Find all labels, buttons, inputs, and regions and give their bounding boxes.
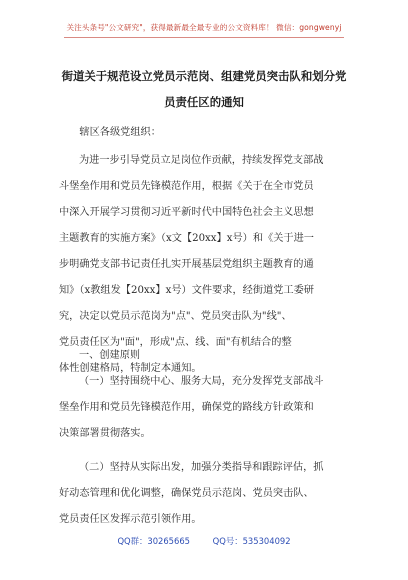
- paragraph-line: 斗堡垒作用和党员先锋模范作用，根据《关于在全市党员: [59, 181, 314, 192]
- paragraph-line: 究，决定以党员示范岗为"点"、党员突击队为"线"、: [59, 311, 292, 322]
- paragraph-line: 主题教育的实施方案》（x文【20xx】x号）和《关于进一: [59, 233, 314, 244]
- footer-qq-group: QQ群：30265665: [117, 536, 190, 546]
- section-heading: 一、创建原则: [79, 350, 141, 361]
- principle-one: [59, 369, 349, 447]
- header-divider: [64, 37, 344, 38]
- paragraph-line: 知》（x教组发【20xx】x号）文件要求，经街道党工委研: [59, 285, 314, 296]
- paragraph-line: （一）坚持围绕中心、服务大局，充分发挥党支部战斗: [79, 376, 324, 387]
- paragraph-line: 好动态管理和优化调整，确保党员示范岗、党员突击队、: [59, 488, 314, 499]
- title-line-2: 员责任区的通知: [164, 95, 244, 109]
- paragraph-line: 中深入开展学习贯彻习近平新时代中国特色社会主义思想: [59, 207, 314, 218]
- paragraph-line: 为进一步引导党员立足岗位作贡献，持续发挥党支部战: [79, 155, 324, 166]
- paragraph-line: 决策部署贯彻落实。: [59, 428, 151, 439]
- paragraph-line: 步明确党支部书记责任扎实开展基层党组织主题教育的通: [59, 259, 314, 270]
- title-line-1: 街道关于规范设立党员示范岗、组建党员突击队和划分党: [61, 69, 347, 83]
- footer-qq-number: QQ号：535304092: [212, 536, 291, 546]
- document-title: [52, 63, 356, 115]
- paragraph-line: （二）坚持从实际出发，加强分类指导和跟踪评估，抓: [79, 462, 324, 473]
- paragraph-line: 党员责任区为"面"，形成"点、线、面"有机结合的整: [59, 337, 292, 348]
- footer-contact: [0, 535, 408, 547]
- salutation: 辖区各级党组织：: [79, 127, 161, 138]
- paragraph-line: 堡垒作用和党员先锋模范作用，确保党的路线方针政策和: [59, 402, 314, 413]
- paragraph-line: 党员责任区发挥示范引领作用。: [59, 514, 202, 525]
- header-banner: 关注头条号"公文研究"，获得最新最全最专业的公文资料库！ 微信：gongwenyj: [66, 23, 342, 32]
- paragraph-line: 体性创建格局，特制定本通知。: [59, 363, 202, 374]
- principle-two: [59, 455, 349, 533]
